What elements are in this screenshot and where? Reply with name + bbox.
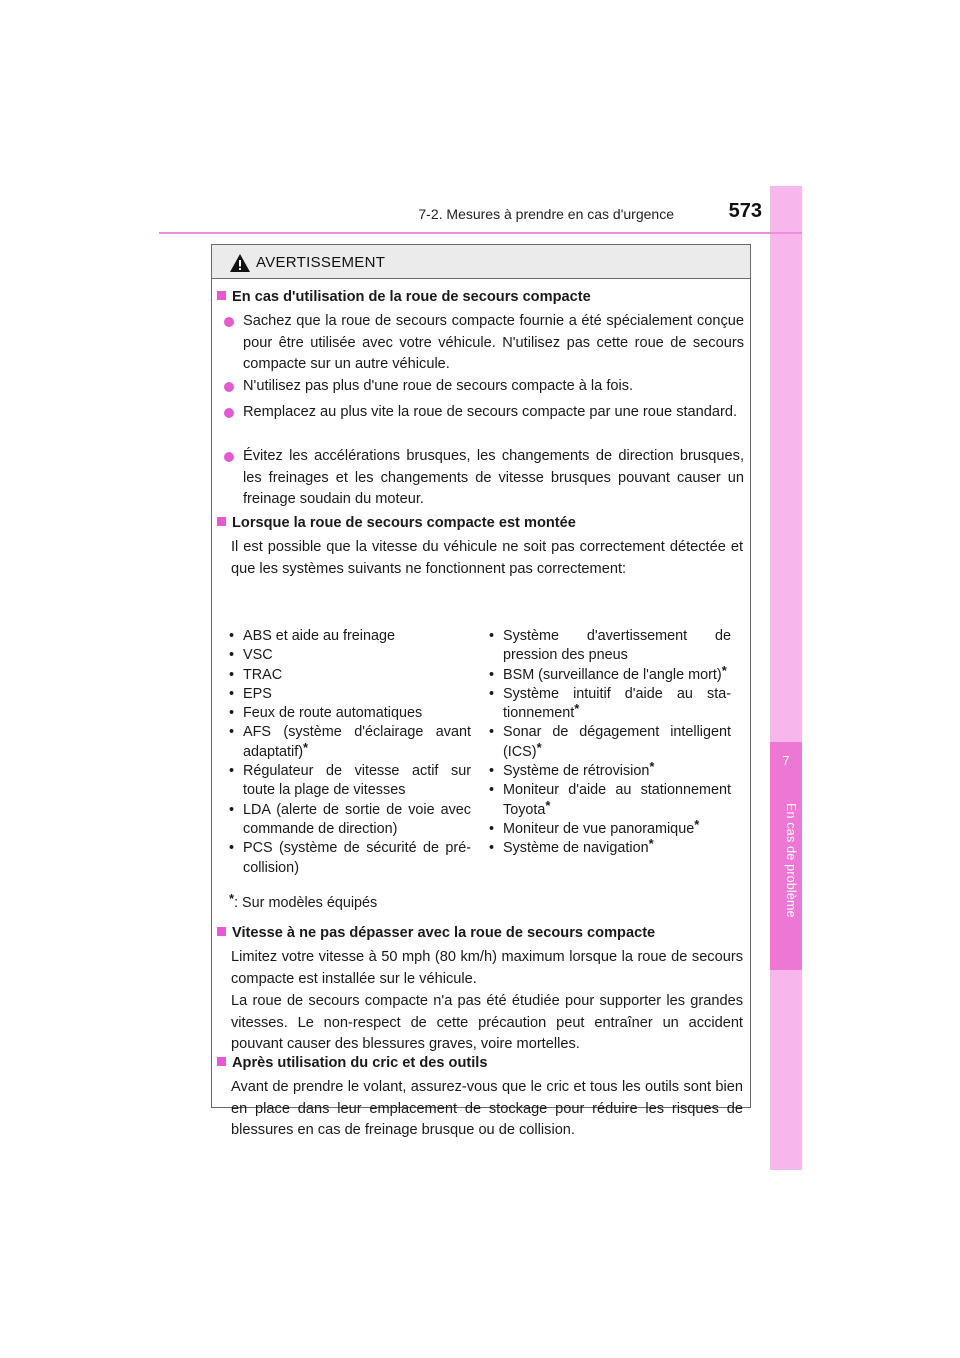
system-list-item: • Feux de route automatiques (227, 704, 471, 723)
warning-triangle-icon (229, 253, 251, 273)
systems-column-left (227, 627, 471, 878)
equipped-asterisk: * (574, 701, 580, 717)
page-number: 573 (728, 200, 762, 222)
system-list-item: • Moniteur de vue panoramique* (487, 820, 731, 839)
system-list-item: • TRAC (227, 666, 471, 685)
system-list-item: • Système de rétrovision* (487, 762, 731, 781)
bullet-item: N'utilisez pas plus d'une roue de secours compacte à la fois. (224, 376, 744, 398)
equipped-asterisk: * (649, 759, 655, 775)
system-list-item: • EPS (227, 685, 471, 704)
round-bullet-icon (224, 382, 234, 392)
footnote: *: Sur modèles équipés (229, 891, 378, 911)
system-list-item: • BSM (surveillance de l'angle mort)* (487, 666, 731, 685)
chapter-number: 7 (782, 753, 790, 768)
section-heading: Après utilisation du cric et des outils (217, 1053, 487, 1075)
section-title: 7-2. Mesures à prendre en cas d'urgence (418, 206, 674, 222)
bullet-item: Évitez les accélérations brusques, les changements de direction brusques, les freinages et les changements de vitesse brusques pouvant causer un freinage soudain du moteur. (224, 446, 744, 511)
system-list-item: • Moniteur d'aide au stationnement Toyota* (487, 781, 731, 820)
square-bullet-icon (217, 927, 226, 936)
system-list-item: • LDA (alerte de sortie de voie avec commande de direction) (227, 801, 471, 840)
round-bullet-icon (224, 317, 234, 327)
chapter-title: En cas de problème (784, 803, 798, 918)
round-bullet-icon (224, 452, 234, 462)
equipped-asterisk: * (545, 797, 551, 813)
chapter-side-tab (770, 186, 802, 1170)
system-list-item: • Système intuitif d'aide au stationnement* (487, 685, 731, 724)
equipped-asterisk: * (721, 662, 727, 678)
section-heading: Vitesse à ne pas dépasser avec la roue de secours compacte (217, 923, 655, 945)
paragraph: Limitez votre vitesse à 50 mph (80 km/h) maximum lorsque la roue de secours compacte est installée sur le véhicule. (231, 949, 743, 987)
equipped-asterisk: * (694, 816, 700, 832)
system-list-item: • Sonar de dégagement intelligent (ICS)* (487, 723, 731, 762)
round-bullet-icon (224, 408, 234, 418)
paragraph: Avant de prendre le volant, assurez-vous que le cric et tous les outils sont bien en place dans leur emplacement de stockage pour réduire les risques de blessures en cas de freinage brusque ou de collision. (231, 1079, 743, 1138)
system-list-item: • VSC (227, 646, 471, 665)
system-list-item: • Système de navigation* (487, 839, 731, 858)
equipped-asterisk: * (303, 739, 309, 755)
system-list-item: • ABS et aide au freinage (227, 627, 471, 646)
equipped-asterisk: * (536, 739, 542, 755)
paragraph: Il est possible que la vitesse du véhicule ne soit pas correctement détectée et que les systèmes suivants ne fonctionnent pas correctement: (231, 539, 743, 577)
system-list-item: • Régulateur de vitesse actif sur toute la plage de vitesses (227, 762, 471, 801)
equipped-asterisk: * (648, 836, 654, 852)
bullet-item: Sachez que la roue de secours compacte fournie a été spécialement conçue pour être utilisée avec votre véhicule. N'utilisez pas cette roue de secours compacte sur un autre véhicule. (224, 311, 744, 376)
square-bullet-icon (217, 517, 226, 526)
header-rule (159, 232, 802, 234)
system-list-item: • PCS (système de sécurité de pré-collision) (227, 839, 471, 878)
system-list-item: • Système d'avertissement de pression des pneus (487, 627, 731, 666)
warning-title: AVERTISSEMENT (256, 254, 386, 271)
warning-box (211, 244, 751, 1138)
systems-column-right (487, 627, 731, 859)
section-heading: En cas d'utilisation de la roue de secours compacte (217, 287, 591, 309)
section-heading: Lorsque la roue de secours compacte est montée (217, 513, 576, 535)
square-bullet-icon (217, 291, 226, 300)
paragraph: La roue de secours compacte n'a pas été étudiée pour supporter les grandes vitesses. Le non-respect de cette précaution peut entraîner un accident pouvant causer des blessures graves, voire mortelles. (231, 993, 743, 1052)
system-list-item: • AFS (système d'éclairage avant adaptatif)* (227, 723, 471, 762)
warning-header (212, 245, 750, 279)
square-bullet-icon (217, 1057, 226, 1066)
bullet-item: Remplacez au plus vite la roue de secours compacte par une roue standard. (224, 402, 744, 424)
